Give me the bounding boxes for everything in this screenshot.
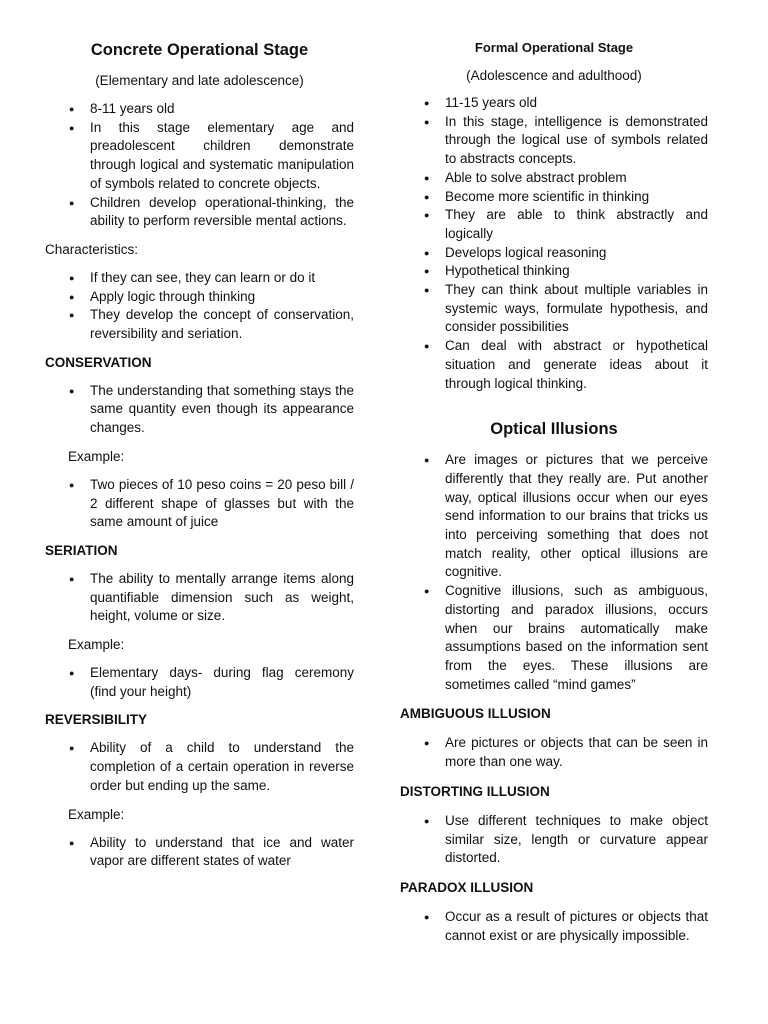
- distorting-illusion-heading: DISTORTING ILLUSION: [400, 783, 550, 799]
- paradox-illusion-heading: PARADOX ILLUSION: [400, 879, 534, 895]
- list-item: ● Ability of a child to understand the completion of a certain operation in reverse order but ending up the same.: [45, 739, 354, 795]
- formal-stage-bullets: [400, 94, 708, 393]
- reversibility-example-list: [45, 834, 354, 871]
- concrete-stage-subtitle: (Elementary and late adolescence): [95, 73, 304, 88]
- formal-stage-column: [400, 0, 708, 945]
- list-item: ● Are images or pictures that we perceive differently that they really are. Put another way, optical illusions occur when our eyes send information to our brains that tricks us into perceiving something that does not match reality, other optical illusions are cognitive.: [400, 451, 708, 582]
- characteristics-list: [45, 269, 354, 344]
- list-item: ● They can think about multiple variables in systemic ways, formulate hypothesis, and consider possibilities: [400, 281, 708, 337]
- conservation-list: [45, 382, 354, 438]
- list-item: ● In this stage elementary age and preadolescent children demonstrate through logical and systematic manipulation of symbols related to concrete objects.: [45, 119, 354, 194]
- reversibility-list: [45, 739, 354, 795]
- list-item: ● Develops logical reasoning: [400, 244, 708, 263]
- list-item: ● Occur as a result of pictures or objects that cannot exist or are physically impossible.: [400, 908, 708, 945]
- list-item: ● The understanding that something stays the same quantity even though its appearance changes.: [45, 382, 354, 438]
- reversibility-example-label: Example:: [68, 806, 125, 822]
- list-item: ● They develop the concept of conservation, reversibility and seriation.: [45, 306, 354, 343]
- optical-illusions-list: [400, 451, 708, 694]
- list-item: ● Two pieces of 10 peso coins = 20 peso bill / 2 different shape of glasses but with the same amount of juice: [45, 476, 354, 532]
- list-item: ● Cognitive illusions, such as ambiguous, distorting and paradox illusions, occurs when our brains automatically make assumptions based on the information sent from the eyes. These illusions are sometimes called “mind games”: [400, 582, 708, 694]
- list-item: ● Use different techniques to make object similar size, length or curvature appear distorted.: [400, 812, 708, 868]
- conservation-heading: CONSERVATION: [45, 354, 152, 370]
- optical-illusions-title: Optical Illusions: [490, 420, 618, 439]
- list-item: ● Become more scientific in thinking: [400, 188, 708, 207]
- list-item: ● They are able to think abstractly and logically: [400, 206, 708, 243]
- conservation-example-list: [45, 476, 354, 532]
- concrete-stage-bullets: [45, 100, 354, 231]
- formal-stage-subtitle: (Adolescence and adulthood): [466, 68, 642, 83]
- list-item: ● Children develop operational-thinking, the ability to perform reversible mental actions.: [45, 194, 354, 231]
- list-item: ● Ability to understand that ice and water vapor are different states of water: [45, 834, 354, 871]
- ambiguous-illusion-heading: AMBIGUOUS ILLUSION: [400, 706, 551, 722]
- seriation-list: [45, 570, 354, 626]
- list-item: ● Can deal with abstract or hypothetical situation and generate ideas about it through logical thinking.: [400, 337, 708, 393]
- concrete-stage-title: Concrete Operational Stage: [90, 41, 309, 59]
- seriation-heading: SERIATION: [45, 542, 118, 558]
- list-item: ● Able to solve abstract problem: [400, 169, 708, 188]
- conservation-example-label: Example:: [68, 448, 125, 464]
- seriation-example-list: [45, 664, 354, 701]
- reversibility-heading: REVERSIBILITY: [45, 712, 148, 728]
- list-item: ● 8-11 years old: [45, 100, 354, 119]
- list-item: ● Are pictures or objects that can be seen in more than one way.: [400, 734, 708, 771]
- formal-stage-title: Formal Operational Stage: [474, 40, 634, 55]
- list-item: ● Hypothetical thinking: [400, 262, 708, 281]
- distorting-illusion-list: [400, 812, 708, 868]
- paradox-illusion-list: [400, 908, 708, 945]
- ambiguous-illusion-list: [400, 734, 708, 771]
- characteristics-label: Characteristics:: [45, 241, 139, 257]
- list-item: ● If they can see, they can learn or do it: [45, 269, 354, 288]
- concrete-stage-column: [45, 0, 354, 871]
- list-item: ● In this stage, intelligence is demonstrated through the logical use of symbols related to abstracts concepts.: [400, 113, 708, 169]
- list-item: ● Elementary days- during flag ceremony (find your height): [45, 664, 354, 701]
- seriation-example-label: Example:: [68, 637, 125, 653]
- list-item: ● The ability to mentally arrange items along quantifiable dimension such as weight, height, volume or size.: [45, 570, 354, 626]
- list-item: ● 11-15 years old: [400, 94, 708, 113]
- list-item: ● Apply logic through thinking: [45, 288, 354, 307]
